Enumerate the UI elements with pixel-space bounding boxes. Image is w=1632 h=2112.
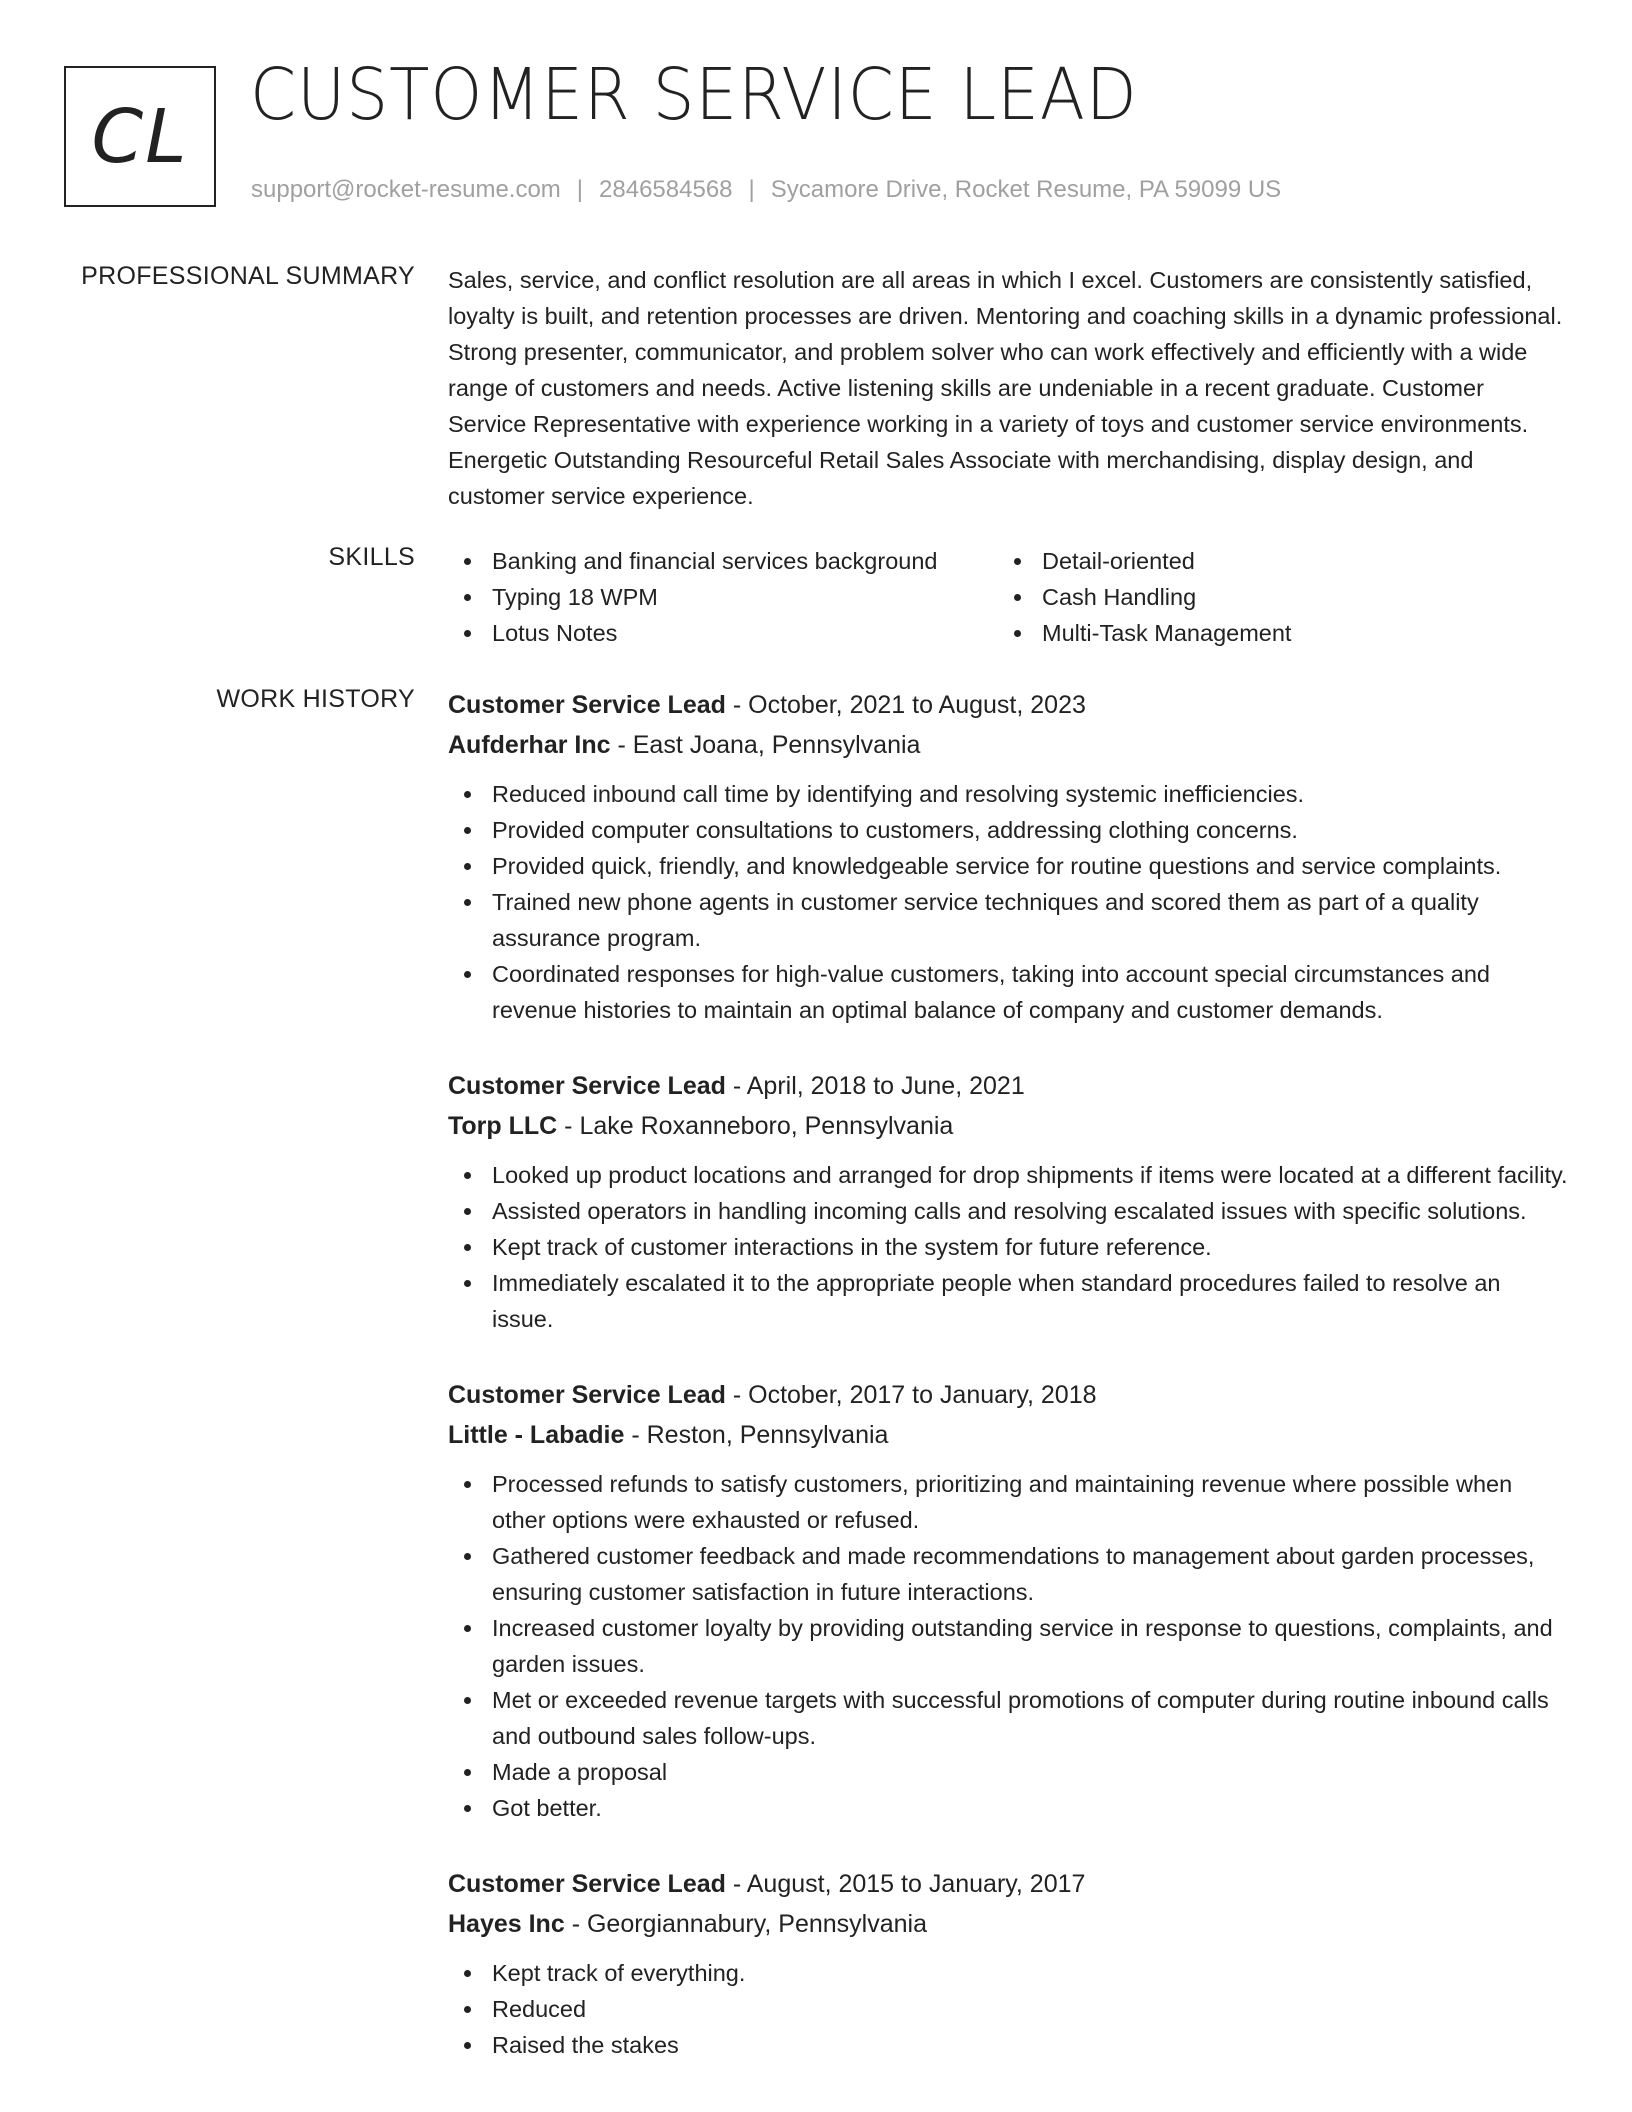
job-duty-item: Coordinated responses for high-value customers, taking into account special circumstances and revenue histories to maintain an optimal balance of company and customer demands. (448, 956, 1568, 1028)
job-duty-item: Raised the stakes (448, 2027, 1568, 2063)
job-entry (448, 1066, 1568, 1337)
skill-item: Lotus Notes (448, 615, 998, 651)
contact-separator: | (576, 176, 584, 203)
job-title: Customer Service Lead (448, 1072, 726, 1100)
job-dates: - August, 2015 to January, 2017 (725, 1870, 1086, 1898)
job-title-line (448, 1375, 1568, 1415)
job-company-line (448, 1415, 1568, 1455)
skill-item: Banking and financial services background (448, 543, 998, 579)
resume-name: CUSTOMER SERVICE LEAD (250, 53, 1138, 136)
company-name: Hayes Inc (448, 1910, 565, 1938)
job-title-line (448, 1066, 1568, 1106)
job-duty-item: Provided computer consultations to customers, addressing clothing concerns. (448, 812, 1568, 848)
job-entry (448, 1864, 1568, 2063)
job-duties-list (448, 1955, 1568, 2063)
company-location: - Georgiannabury, Pennsylvania (564, 1910, 927, 1938)
skills-list-left (448, 543, 998, 651)
job-list (448, 685, 1568, 2101)
job-company-line (448, 1106, 1568, 1146)
job-dates: - October, 2017 to January, 2018 (725, 1381, 1097, 1409)
skill-item: Cash Handling (998, 579, 1548, 615)
job-duty-item: Increased customer loyalty by providing outstanding service in response to questions, complaints, and garden issues. (448, 1610, 1568, 1682)
job-entry (448, 1375, 1568, 1826)
job-duties-list (448, 1157, 1568, 1337)
job-company-line (448, 725, 1568, 765)
skills-list-right (998, 543, 1548, 651)
job-duty-item: Kept track of everything. (448, 1955, 1568, 1991)
job-duty-item: Reduced (448, 1991, 1568, 2027)
contact-line (251, 176, 1281, 204)
job-duty-item: Provided quick, friendly, and knowledgeable service for routine questions and service complaints. (448, 848, 1568, 884)
job-duty-item: Kept track of customer interactions in the system for future reference. (448, 1229, 1568, 1265)
company-name: Little - Labadie (448, 1421, 625, 1449)
job-duties-list (448, 1466, 1568, 1826)
job-duty-item: Trained new phone agents in customer service techniques and scored them as part of a quality assurance program. (448, 884, 1568, 956)
skills-label: SKILLS (328, 543, 415, 571)
contact-phone: 2846584568 (599, 176, 733, 203)
job-title: Customer Service Lead (448, 1870, 726, 1898)
skill-item: Typing 18 WPM (448, 579, 998, 615)
job-company-line (448, 1904, 1568, 1944)
monogram-initials: CL (91, 93, 189, 180)
job-duty-item: Immediately escalated it to the appropriate people when standard procedures failed to resolve an issue. (448, 1265, 1568, 1337)
job-duty-item: Looked up product locations and arranged for drop shipments if items were located at a different facility. (448, 1157, 1568, 1193)
job-duty-item: Reduced inbound call time by identifying and resolving systemic inefficiencies. (448, 776, 1568, 812)
job-title-line (448, 1864, 1568, 1904)
monogram-box (64, 66, 216, 207)
job-title: Customer Service Lead (448, 1381, 726, 1409)
job-duty-item: Processed refunds to satisfy customers, prioritizing and maintaining revenue where possible when other options were exhausted or refused. (448, 1466, 1568, 1538)
company-location: - East Joana, Pennsylvania (610, 731, 921, 759)
job-duties-list (448, 776, 1568, 1028)
contact-address: Sycamore Drive, Rocket Resume, PA 59099 US (770, 176, 1282, 203)
contact-separator: | (748, 176, 755, 203)
contact-email: support@rocket-resume.com (251, 176, 561, 203)
summary-text: Sales, service, and conflict resolution are all areas in which I excel. Customers are consistently satisfied, loyalty is built, and retention processes are driven. Mentoring and coaching skills in a dynamic professional. Strong presenter, communicator, and problem solver who can work effectively and efficiently with a wide range of customers and needs. Active listening skills are undeniable in a recent graduate. Customer Service Representative with experience working in a variety of toys and customer service environments. Energetic Outstanding Resourceful Retail Sales Associate with merchandising, display design, and customer service experience. (448, 267, 1563, 509)
summary-label: PROFESSIONAL SUMMARY (81, 262, 415, 290)
job-entry (448, 685, 1568, 1028)
job-dates: - October, 2021 to August, 2023 (725, 691, 1086, 719)
company-location: - Lake Roxanneboro, Pennsylvania (557, 1112, 954, 1140)
job-title-line (448, 685, 1568, 725)
job-dates: - April, 2018 to June, 2021 (725, 1072, 1025, 1100)
company-name: Aufderhar Inc (448, 731, 611, 759)
company-location: - Reston, Pennsylvania (624, 1421, 889, 1449)
skill-item: Detail-oriented (998, 543, 1548, 579)
job-duty-item: Got better. (448, 1790, 1568, 1826)
job-duty-item: Assisted operators in handling incoming calls and resolving escalated issues with specific solutions. (448, 1193, 1568, 1229)
job-duty-item: Met or exceeded revenue targets with successful promotions of computer during routine inbound calls and outbound sales follow-ups. (448, 1682, 1568, 1754)
job-duty-item: Made a proposal (448, 1754, 1568, 1790)
skill-item: Multi-Task Management (998, 615, 1548, 651)
job-title: Customer Service Lead (448, 691, 726, 719)
job-duty-item: Gathered customer feedback and made recommendations to management about garden processes, ensuring customer satisfaction in future interactions. (448, 1538, 1568, 1610)
work-history-label: WORK HISTORY (216, 685, 415, 713)
company-name: Torp LLC (448, 1112, 558, 1140)
